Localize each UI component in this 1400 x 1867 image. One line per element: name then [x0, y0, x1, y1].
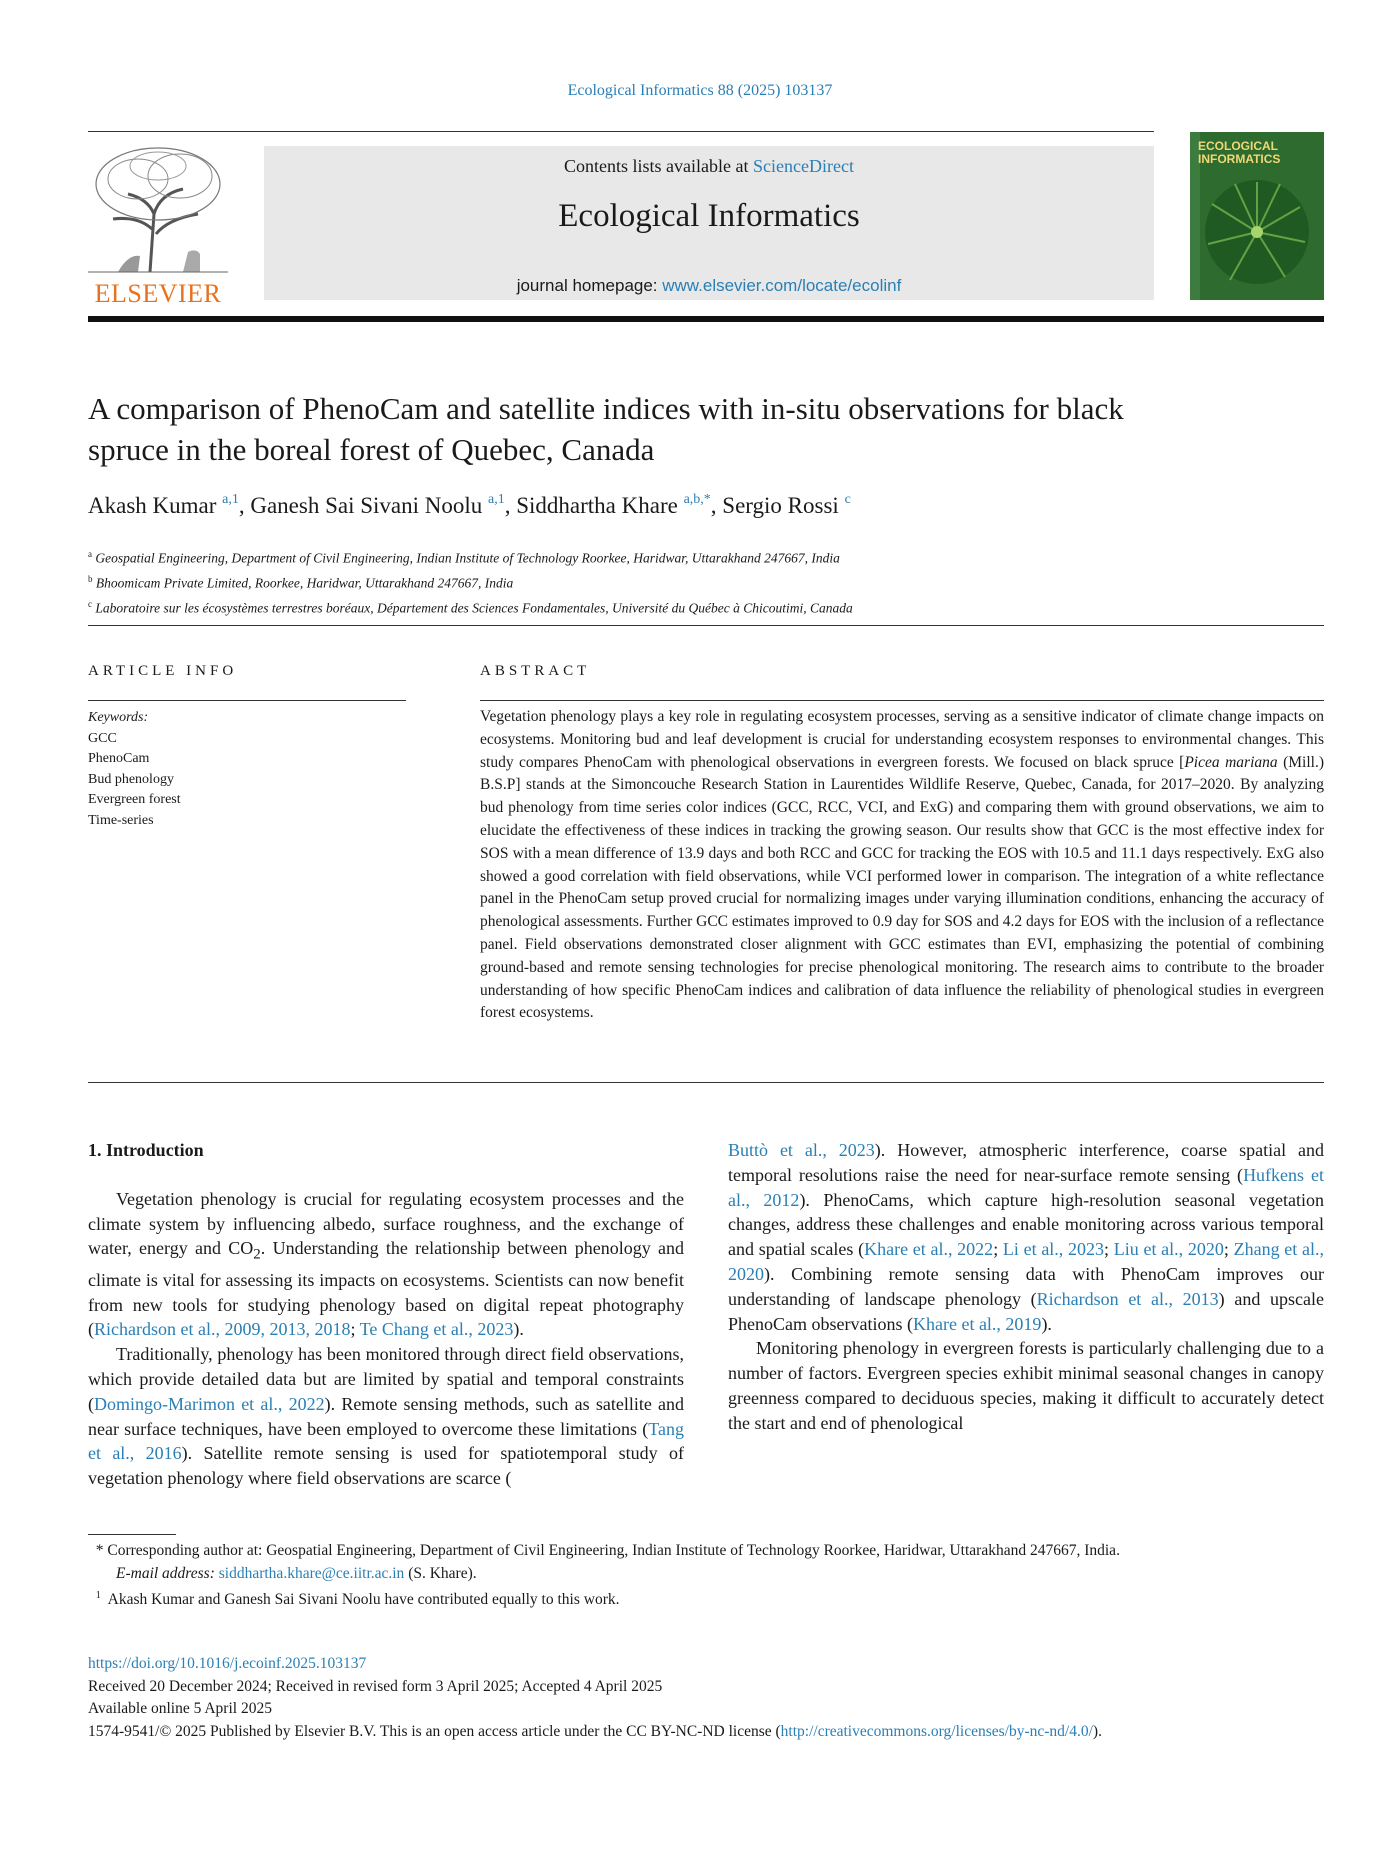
- footnote-text: Corresponding author at: Geospatial Engineering, Department of Civil Engineering, Indian Institute of Technology Roorkee, Haridwar, Uttarakhand 247667, India.: [107, 1542, 1120, 1559]
- affiliation-mark: c: [88, 599, 92, 609]
- email-label: E-mail address:: [116, 1564, 215, 1582]
- affiliation: [88, 544, 1324, 569]
- keyword: PhenoCam: [88, 751, 150, 766]
- header-rule: [88, 131, 1154, 132]
- running-head[interactable]: Ecological Informatics 88 (2025) 103137: [567, 82, 833, 99]
- elsevier-logo: [88, 144, 228, 308]
- footnote-rule: [88, 1534, 176, 1535]
- abstract-part: Vegetation phenology plays a key role in regulating ecosystem processes, serving as a sensitive indicator of climate change impacts on ecosystems. Monitoring bud and leaf development is crucial for understanding ecosystem responses to environmental changes. This study compares PhenoCam with phenological observations in evergreen forests. We focused on black spruce [: [480, 708, 1324, 771]
- abstract-heading: ABSTRACT: [480, 663, 591, 679]
- license-line: [88, 1721, 1324, 1744]
- text-run: ). Satellite remote sensing is used for spatiotemporal study of vegetation phenology where field observations are scarce (: [88, 1443, 684, 1489]
- cover-title-line2: INFORMATICS: [1198, 152, 1281, 166]
- text-run: ).: [1041, 1313, 1052, 1334]
- author-name[interactable]: Ganesh Sai Sivani Noolu: [250, 493, 483, 518]
- text-run: Traditionally, phenology has been monitored through direct field observations, which provide detailed data but are limited by spatial and temporal constraints (: [88, 1344, 684, 1414]
- cover-title: [1198, 140, 1280, 166]
- available-online: Available online 5 April 2025: [88, 1700, 272, 1717]
- body-column-right: [728, 1138, 1324, 1436]
- affiliation-text: Laboratoire sur les écosystèmes terrestres boréaux, Département des Sciences Fondamentales, Université du Québec à Chicoutimi, Canada: [95, 600, 853, 616]
- email-link[interactable]: siddhartha.khare@ce.iitr.ac.in: [218, 1564, 405, 1582]
- affiliation: [88, 594, 1324, 619]
- section-rule: [88, 625, 1324, 626]
- species-name: Picea mariana: [1184, 753, 1278, 771]
- homepage-link[interactable]: www.elsevier.com/locate/ecolinf: [662, 276, 902, 295]
- text-run: ;: [1104, 1239, 1114, 1260]
- citation-link[interactable]: Zhang et al., 2020: [728, 1239, 1324, 1284]
- paragraph: [88, 1187, 684, 1342]
- tree-illustration-icon: [88, 144, 228, 274]
- affiliations: [88, 544, 1324, 619]
- author-name[interactable]: Akash Kumar: [88, 493, 217, 518]
- citation-link[interactable]: Liu et al., 2020: [1113, 1239, 1224, 1260]
- author-name[interactable]: Sergio Rossi: [722, 493, 839, 518]
- text-run: ).: [513, 1319, 524, 1340]
- footnote-corresponding: * Corresponding author at: Geospatial Engineering, Department of Civil Engineering, Indian Institute of Technology Roorkee, Haridwar, Uttarakhand 247667, India.: [88, 1542, 1120, 1559]
- masthead-thick-rule: [88, 316, 1324, 322]
- citation-link[interactable]: Richardson et al., 2009, 2013, 2018: [94, 1319, 351, 1340]
- footnotes: [88, 1540, 1324, 1612]
- homepage-line: [264, 276, 1154, 296]
- author-affiliation-mark[interactable]: c: [844, 492, 851, 507]
- text-run: Vegetation phenology is crucial for regulating ecosystem processes and the climate system by influencing albedo, surface roughness, and the exchange of water, energy and CO: [88, 1188, 684, 1259]
- text-run: ). PhenoCams, which capture high-resolution seasonal vegetation changes, address these challenges and enable monitoring across various temporal and spatial scales (: [728, 1189, 1324, 1260]
- citation-link[interactable]: Richardson et al., 2013: [1036, 1288, 1219, 1309]
- paragraph: [88, 1342, 684, 1491]
- author-affiliation-mark[interactable]: a,1: [222, 492, 239, 507]
- article-info-heading: ARTICLE INFO: [88, 663, 238, 679]
- text-run: ;: [993, 1239, 1003, 1260]
- journal-cover[interactable]: [1190, 132, 1324, 300]
- text-run: ). Remote sensing methods, such as satellite and near surface techniques, have been employed to overcome these limitations (: [88, 1393, 685, 1439]
- author-affiliation-mark[interactable]: a,b,*: [683, 492, 711, 507]
- text-run: ). Combining remote sensing data with PhenoCam improves our understanding of landscape phenology (: [728, 1263, 1324, 1309]
- keywords-block: [88, 708, 406, 831]
- footnote-equal-contribution: $^1$ Akash Kumar and Ganesh Sai Sivani Noolu have contributed equally to this work.: [95, 1590, 620, 1609]
- abstract-part: (Mill.) B.S.P] stands at the Simoncouche Research Station in Laurentides Wildlife Reserve, Quebec, Canada, for 2017–2020. By analyzing bud phenology from time series color indices (GCC, RCC, VCI, and ExG) and comparing them with ground observations, we aim to elucidate the effectiveness of these indices in tracking the growing season. Our results show that GCC is the most effective index for SOS with a mean difference of 13.9 days and both RCC and GCC for tracking the EOS with 10.5 and 11.1 days respectively. ExG also showed a good correlation with field observations, while VCI performed lower in comparison. The integration of a white reflectance panel in the PhenoCam setup proved crucial for normalizing images under varying illumination conditions, enhancing the accuracy of phenological assessments. Further GCC estimates improved to 0.9 day for SOS and 4.2 days for EOS with the inclusion of a reflectance panel. Field observations demonstrated closer alignment with GCC estimates than EVI, emphasizing the potential of combining ground-based and remote sensing technologies for precise phenological monitoring. The research aims to contribute to the broader understanding of how specific PhenoCam indices and calibration of data influence the reliability of phenological studies in evergreen forest ecosystems.: [480, 753, 1324, 1022]
- homepage-prefix: journal homepage:: [516, 276, 663, 295]
- citation-link[interactable]: Khare et al., 2019: [912, 1313, 1042, 1334]
- keyword: GCC: [88, 730, 117, 746]
- citation-link[interactable]: Domingo-Marimon et al., 2022: [94, 1393, 325, 1414]
- author-name[interactable]: Siddhartha Khare: [516, 493, 678, 518]
- license-prefix: 1574-9541/© 2025 Published by Elsevier B.V. This is an open access article under the CC BY-NC-ND license (: [88, 1722, 781, 1740]
- affiliation-text: Geospatial Engineering, Department of Civil Engineering, Indian Institute of Technology Roorkee, Haridwar, Uttarakhand 247667, India: [95, 550, 840, 566]
- doi-link[interactable]: https://doi.org/10.1016/j.ecoinf.2025.103137: [88, 1655, 367, 1672]
- keyword: Time-series: [88, 812, 154, 828]
- text-run: . Understanding the relationship between phenology and climate is vital for assessing its impacts on ecosystems. Scientists can now benefit from new tools for studying phenology based on digital repeat photography (: [88, 1238, 684, 1340]
- citation-link[interactable]: Hufkens et al., 2012: [728, 1164, 1324, 1210]
- section-heading: 1. Introduction: [88, 1140, 204, 1160]
- abstract-rule: [480, 700, 1324, 701]
- text-run: ;: [1223, 1239, 1234, 1260]
- license-suffix: ).: [1092, 1722, 1102, 1740]
- citation-link[interactable]: Buttò et al., 2023: [728, 1140, 875, 1160]
- abstract-bottom-rule: [88, 1082, 1324, 1083]
- contents-prefix: Contents lists available at: [564, 156, 753, 176]
- keywords-label: Keywords:: [88, 710, 149, 725]
- affiliation: [88, 569, 1324, 594]
- article-info-rule: [88, 700, 406, 701]
- text-run: ;: [350, 1319, 360, 1340]
- author-affiliation-mark[interactable]: a,1: [488, 492, 505, 507]
- citation-link[interactable]: Tang et al., 2016: [88, 1418, 684, 1464]
- journal-name: Ecological Informatics: [558, 198, 860, 234]
- citation-link[interactable]: Te Chang et al., 2023: [359, 1319, 514, 1340]
- publication-info: [88, 1653, 1324, 1743]
- keyword: Evergreen forest: [88, 792, 181, 807]
- keyword: Bud phenology: [88, 771, 174, 787]
- abstract-text: [480, 706, 1324, 1025]
- footnote-email: [88, 1563, 1324, 1586]
- affiliation-mark: a: [88, 549, 92, 559]
- subscript: 2: [253, 1246, 261, 1263]
- affiliation-text: Bhoomicam Private Limited, Roorkee, Haridwar, Uttarakhand 247667, India: [95, 575, 514, 591]
- email-suffix: (S. Khare).: [404, 1564, 477, 1582]
- text-run: ). However, atmospheric interference, coarse spatial and temporal resolutions raise the need for near-surface remote sensing (: [728, 1140, 1324, 1185]
- affiliation-mark: b: [88, 574, 93, 584]
- paragraph-continued: [728, 1138, 1324, 1336]
- license-link[interactable]: http://creativecommons.org/licenses/by-nc-nd/4.0/: [780, 1722, 1093, 1740]
- contents-line: [264, 156, 1154, 177]
- received-dates: Received 20 December 2024; Received in revised form 3 April 2025; Accepted 4 April 2025: [88, 1677, 663, 1695]
- cover-title-line1: ECOLOGICAL: [1198, 139, 1278, 153]
- citation-link[interactable]: Khare et al., 2022: [864, 1239, 994, 1260]
- body-column-left: [88, 1138, 684, 1491]
- paragraph: Monitoring phenology in evergreen forests is particularly challenging due to a number of factors. Evergreen species exhibit minimal seasonal changes in canopy greenness compared to deciduous species, making it difficult to accurately detect the start and end of phenological: [728, 1338, 1324, 1433]
- citation-link[interactable]: Li et al., 2023: [1002, 1239, 1105, 1260]
- text-run: ) and upscale PhenoCam observations (: [728, 1288, 1324, 1334]
- author-list: Akash Kumar $^{a,1}$, Ganesh Sai Sivani Noolu $^{a,1}$, Siddhartha Khare $^{a,b,*}$, Sergio Rossi $^c$: [88, 492, 851, 518]
- elsevier-wordmark: ELSEVIER: [94, 279, 222, 308]
- journal-masthead: [264, 146, 1154, 300]
- article-title: A comparison of PhenoCam and satellite indices with in-situ observations for black spruce in the boreal forest of Quebec, Canada: [88, 391, 1124, 467]
- sciencedirect-link[interactable]: ScienceDirect: [753, 156, 854, 176]
- footnote-text: Akash Kumar and Ganesh Sai Sivani Noolu have contributed equally to this work.: [107, 1591, 620, 1609]
